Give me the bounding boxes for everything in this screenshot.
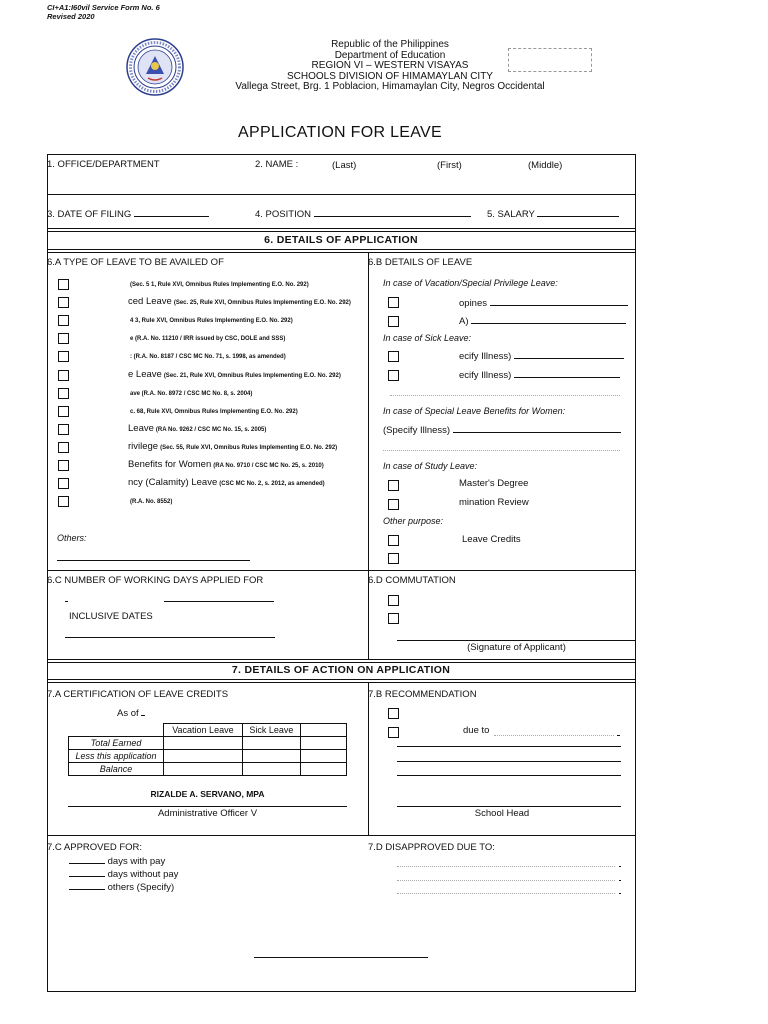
leave-type-checkbox[interactable] <box>58 351 69 362</box>
vacation-heading: In case of Vacation/Special Privilege Leave: <box>383 278 558 288</box>
signature-line <box>397 640 636 641</box>
divider <box>47 570 636 571</box>
approved-days-field[interactable] <box>69 868 105 877</box>
leave-type-item <box>128 405 298 416</box>
table-cell <box>301 724 347 737</box>
leave-type-reference: (Sec. 5 1, Rule XVI, Omnibus Rules Implementing E.O. No. 292) <box>130 282 309 288</box>
sick-option-label <box>459 369 620 381</box>
address-line: Vallega Street, Brg. 1 Poblacion, Himamaylan City, Negros Occidental <box>235 81 545 92</box>
other-purpose-heading: Other purpose: <box>383 516 444 526</box>
leave-type-label: e Leave <box>128 369 162 380</box>
sick-option-text: ecify Illness) <box>459 351 512 362</box>
approved-line <box>69 855 165 867</box>
table-cell[interactable] <box>301 763 347 776</box>
leave-type-checkbox[interactable] <box>58 388 69 399</box>
commutation-checkbox[interactable] <box>388 613 399 624</box>
table-row <box>69 750 347 763</box>
leave-type-label: Benefits for Women <box>128 459 212 470</box>
due-to-field[interactable] <box>494 735 614 736</box>
divider <box>47 194 636 195</box>
inclusive-dates-field[interactable] <box>65 637 275 638</box>
leave-type-reference: e (R.A. No. 11210 / IRR issued by CSC, DOLE and SSS) <box>130 336 286 342</box>
other-purpose-checkbox[interactable] <box>388 553 399 564</box>
approved-line <box>69 881 174 893</box>
vacation-option-text: opines <box>459 298 487 309</box>
name-first: (First) <box>437 160 462 171</box>
form-title: APPLICATION FOR LEAVE <box>238 124 442 141</box>
leave-type-item <box>128 459 324 470</box>
division-line: SCHOOLS DIVISION OF HIMAMAYLAN CITY <box>287 70 493 82</box>
leave-type-item <box>128 387 252 398</box>
officer-name: RIZALDE A. SERVANO, MPA <box>150 789 265 799</box>
leave-type-checkbox[interactable] <box>58 370 69 381</box>
leave-type-reference: 4 3, Rule XVI, Omnibus Rules Implementing E.O. No. 292) <box>130 318 293 324</box>
leave-type-item <box>128 495 172 506</box>
divider <box>47 835 636 836</box>
due-to-label: due to <box>463 725 490 736</box>
leave-credits-table <box>68 723 347 776</box>
study-option-label: mination Review <box>459 497 529 508</box>
vacation-option-field[interactable] <box>490 297 628 306</box>
form-number <box>47 3 160 21</box>
sick-heading: In case of Sick Leave: <box>383 333 472 343</box>
column-divider <box>368 682 369 835</box>
field-stub <box>619 893 621 894</box>
as-of-text: As of <box>117 708 139 719</box>
table-cell[interactable] <box>164 750 243 763</box>
sick-option-text: ecify Illness) <box>459 370 512 381</box>
salary-field[interactable] <box>537 208 619 217</box>
field-stub <box>619 880 621 881</box>
leave-type-checkbox[interactable] <box>58 496 69 507</box>
row-less-application: Less this application <box>69 750 164 763</box>
table-cell[interactable] <box>242 737 300 750</box>
divider <box>47 249 636 250</box>
vacation-option-checkbox[interactable] <box>388 316 399 327</box>
frame-left <box>47 154 48 992</box>
field-stub <box>617 735 620 736</box>
vacation-option-text: A) <box>459 316 469 327</box>
position-label[interactable] <box>255 208 471 220</box>
approved-days-field[interactable] <box>69 855 105 864</box>
vacation-option-field[interactable] <box>471 315 626 324</box>
name-middle: (Middle) <box>528 160 563 171</box>
leave-type-label: rivilege <box>128 441 159 452</box>
leave-type-reference: c. 68, Rule XVI, Omnibus Rules Implementing E.O. No. 292) <box>130 409 298 415</box>
leave-type-reference: ave (R.A. No. 8972 / CSC MC No. 8, s. 2004) <box>130 391 253 397</box>
section7d-title: 7.D DISAPPROVED DUE TO: <box>368 842 495 853</box>
sick-option-field[interactable] <box>514 350 624 359</box>
officer-title: Administrative Officer V <box>157 808 258 819</box>
table-row <box>69 724 347 737</box>
study-option-label: Master's Degree <box>459 478 529 489</box>
recommendation-checkbox[interactable] <box>388 727 399 738</box>
leave-type-reference: (Sec. 25, Rule XVI, Omnibus Rules Implementing E.O. No. 292) <box>173 300 351 306</box>
stamp-box <box>508 48 592 72</box>
section6-title: 6. DETAILS OF APPLICATION <box>264 234 418 246</box>
section7-title: 7. DETAILS OF ACTION ON APPLICATION <box>231 664 451 676</box>
leave-type-item <box>128 369 341 380</box>
divider <box>47 662 636 663</box>
approved-line-text: days without pay <box>107 869 179 880</box>
frame-right <box>635 154 636 992</box>
others-label: Others: <box>57 533 87 543</box>
date-filing-text: 3. DATE OF FILING <box>47 209 132 220</box>
days-field-stub <box>65 601 68 602</box>
leave-type-reference: (RA No. 9710 / CSC MC No. 25, s. 2010) <box>213 463 324 469</box>
approved-days-field[interactable] <box>69 881 105 890</box>
disapproved-line[interactable] <box>397 893 615 894</box>
leave-type-item <box>128 477 325 488</box>
frame-bottom <box>47 991 636 992</box>
recommendation-line[interactable] <box>397 761 621 762</box>
section7c-title: 7.C APPROVED FOR: <box>47 842 143 853</box>
leave-type-checkbox[interactable] <box>58 315 69 326</box>
salary-text: 5. SALARY <box>487 209 535 220</box>
table-row <box>69 763 347 776</box>
region-line: REGION VI – WESTERN VISAYAS <box>311 60 469 71</box>
divider <box>47 231 636 232</box>
table-cell <box>69 724 164 737</box>
women-option-field[interactable] <box>453 424 621 433</box>
office-label: 1. OFFICE/DEPARTMENT <box>47 159 160 170</box>
leave-type-reference: (Sec. 21, Rule XVI, Omnibus Rules Implementing E.O. No. 292) <box>163 373 341 379</box>
leave-type-item <box>128 332 285 343</box>
row-total-earned: Total Earned <box>69 737 164 750</box>
study-option-checkbox[interactable] <box>388 480 399 491</box>
table-cell[interactable] <box>242 750 300 763</box>
leave-type-item <box>128 314 293 325</box>
leave-type-reference: : (R.A. No. 8187 / CSC MC No. 71, s. 1998, as amended) <box>130 354 286 360</box>
divider <box>47 679 636 680</box>
vacation-option-checkbox[interactable] <box>388 297 399 308</box>
women-heading: In case of Special Leave Benefits for Women: <box>383 406 566 416</box>
table-cell[interactable] <box>301 737 347 750</box>
leave-type-reference: (R.A. No. 8552) <box>130 499 173 505</box>
vacation-option-label <box>459 315 626 327</box>
leave-type-item <box>128 423 266 434</box>
approved-line <box>69 868 178 880</box>
disapproved-line[interactable] <box>397 880 615 881</box>
leave-type-checkbox[interactable] <box>58 460 69 471</box>
other-purpose-label: Leave Credits <box>462 534 521 545</box>
position-field[interactable] <box>314 208 471 217</box>
leave-type-label: ced Leave <box>128 296 172 307</box>
sick-option-checkbox[interactable] <box>388 370 399 381</box>
leave-type-checkbox[interactable] <box>58 333 69 344</box>
section6b-title: 6.B DETAILS OF LEAVE <box>368 257 473 268</box>
leave-type-checkbox[interactable] <box>58 406 69 417</box>
signature-applicant-label: (Signature of Applicant) <box>467 642 566 653</box>
leave-type-item <box>128 296 351 307</box>
leave-type-checkbox[interactable] <box>58 478 69 489</box>
school-head-label: School Head <box>474 808 530 819</box>
vacation-option-label <box>459 297 628 309</box>
section7a-title: 7.A CERTIFICATION OF LEAVE CREDITS <box>47 689 229 700</box>
leave-type-checkbox[interactable] <box>58 279 69 290</box>
other-purpose-checkbox[interactable] <box>388 535 399 546</box>
leave-type-reference: (CSC MC No. 2, s. 2012, as amended) <box>219 481 325 487</box>
name-label: 2. NAME : <box>255 159 299 170</box>
table-row <box>69 737 347 750</box>
table-cell[interactable] <box>301 750 347 763</box>
signature-line <box>68 806 347 807</box>
frame-top <box>47 154 636 155</box>
leave-type-label: ncy (Calamity) Leave <box>128 477 218 488</box>
disapproved-line[interactable] <box>397 866 615 867</box>
others-field[interactable] <box>57 560 250 561</box>
divider <box>47 228 636 229</box>
date-filing-field[interactable] <box>134 208 209 217</box>
section7b-title: 7.B RECOMMENDATION <box>368 689 477 700</box>
table-cell[interactable] <box>164 763 243 776</box>
final-signature-line <box>254 957 428 958</box>
divider <box>47 659 636 660</box>
inclusive-dates-label: INCLUSIVE DATES <box>69 611 153 622</box>
recommendation-checkbox[interactable] <box>388 708 399 719</box>
form-number-line: CI+A1:I60vil Service Form No. 6 <box>47 3 160 12</box>
signature-line <box>397 806 621 807</box>
approved-line-text: days with pay <box>107 856 166 867</box>
field-stub <box>619 866 621 867</box>
name-last: (Last) <box>332 160 357 171</box>
date-filing-label[interactable] <box>47 208 209 220</box>
as-of-label <box>117 707 145 719</box>
leave-type-reference: (RA No. 9262 / CSC MC No. 15, s. 2005) <box>155 427 267 433</box>
column-divider <box>368 252 369 659</box>
sick-option-checkbox[interactable] <box>388 351 399 362</box>
table-cell[interactable] <box>164 737 243 750</box>
days-field[interactable] <box>164 601 274 602</box>
republic-line: Republic of the Philippines <box>331 39 449 50</box>
leave-type-reference: (Sec. 55, Rule XVI, Omnibus Rules Implementing E.O. No. 292) <box>160 445 338 451</box>
study-option-checkbox[interactable] <box>388 499 399 510</box>
leave-type-item <box>128 441 337 452</box>
dotted-line <box>383 450 620 451</box>
col-sick: Sick Leave <box>242 724 300 737</box>
leave-type-checkbox[interactable] <box>58 442 69 453</box>
position-text: 4. POSITION <box>255 209 311 220</box>
recommendation-line[interactable] <box>397 775 621 776</box>
section6c-title: 6.C NUMBER OF WORKING DAYS APPLIED FOR <box>47 575 264 586</box>
as-of-field[interactable] <box>141 707 145 716</box>
department-line: Department of Education <box>334 49 446 61</box>
women-option-label <box>383 424 621 436</box>
leave-type-label: Leave <box>128 423 154 434</box>
table-cell[interactable] <box>242 763 300 776</box>
divider <box>47 682 636 683</box>
approved-line-text: others (Specify) <box>107 882 175 893</box>
salary-label[interactable] <box>487 208 619 220</box>
commutation-checkbox[interactable] <box>388 595 399 606</box>
divider <box>47 252 636 253</box>
leave-type-item <box>128 350 286 361</box>
sick-option-field[interactable] <box>514 369 620 378</box>
sick-option-label <box>459 350 624 362</box>
dotted-line <box>390 395 620 396</box>
study-heading: In case of Study Leave: <box>383 461 478 471</box>
leave-type-checkbox[interactable] <box>58 297 69 308</box>
form-revision-line: Revised 2020 <box>47 12 95 21</box>
row-balance: Balance <box>69 763 164 776</box>
leave-type-checkbox[interactable] <box>58 424 69 435</box>
women-option-text: (Specify Illness) <box>383 425 451 436</box>
leave-type-item <box>128 278 309 289</box>
section6a-title: 6.A TYPE OF LEAVE TO BE AVAILED OF <box>47 257 224 268</box>
recommendation-line[interactable] <box>397 746 621 747</box>
section6d-title: 6.D COMMUTATION <box>368 575 456 586</box>
col-vacation: Vacation Leave <box>164 724 243 737</box>
